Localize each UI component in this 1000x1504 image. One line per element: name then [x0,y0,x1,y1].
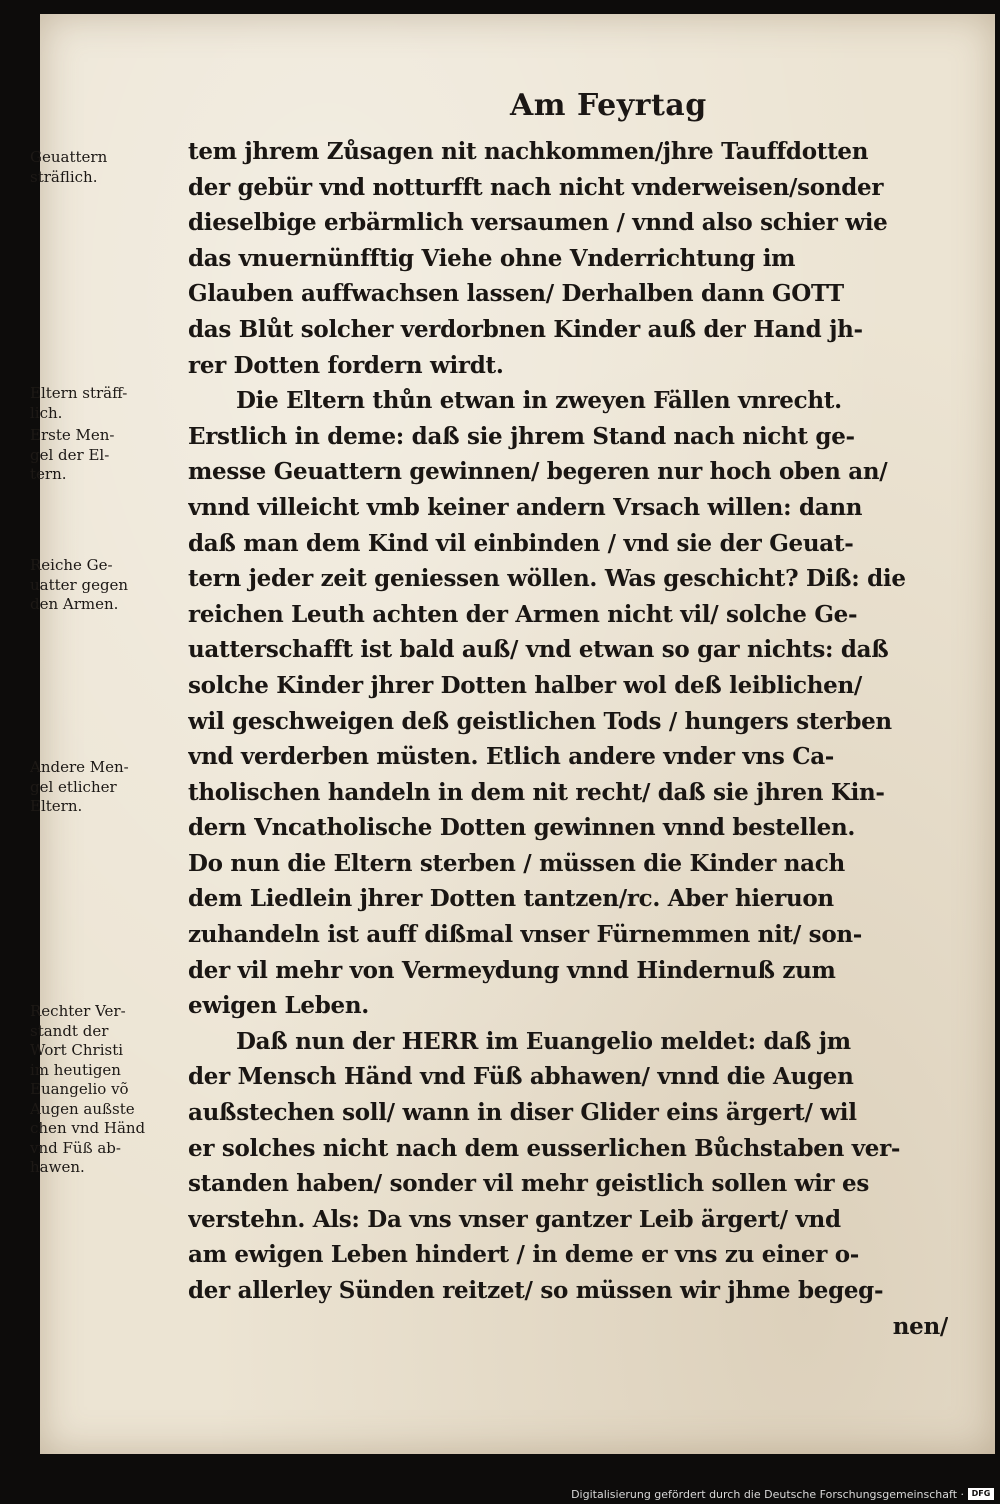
margin-note: Reiche Ge- uatter gegen den Armen. [30,556,129,613]
text-line: der Mensch Händ vnd Füß abhawen/ vnnd die Augen [188,1063,854,1091]
text-line: tem jhrem Zůsagen nit nachkommen/jhre Tauffdotten [188,138,869,165]
text-line: Erstlich in deme: daß sie jhrem Stand nach nicht ge- [188,422,855,450]
text-line: uatterschafft ist bald auß/ vnd etwan so gar nichts: daß [188,636,889,664]
text-line: vnd verderben müsten. Etlich andere vnder vns Ca- [188,743,835,771]
text-line: Daß nun der HERR im Euangelio meldet: daß jm [236,1027,851,1055]
body-text [188,134,948,1344]
text-line: er solches nicht nach dem eusserlichen Bůchstaben ver- [188,1134,901,1162]
text-line: messe Geuattern gewinnen/ begeren nur hoch oben an/ [188,458,888,486]
text-line: tholischen handeln in dem nit recht/ daß sie jhren Kin- [188,778,885,806]
text-line: der vil mehr von Vermeydung vnnd Hindernuß zum [188,956,836,984]
text-line: solche Kinder jhrer Dotten halber wol deß leiblichen/ [188,671,863,699]
text-line: der allerley Sünden reitzet/ so müssen wir jhme begeg- [188,1277,884,1304]
text-line: das vnuernünfftig Viehe ohne Vnderrichtung im [188,244,796,272]
text-line: Die Eltern thůn etwan in zweyen Fällen vnrecht. [236,387,842,415]
text-line: rer Dotten fordern wirdt. [188,351,504,379]
text-line: standen haben/ sonder vil mehr geistlich sollen wir es [188,1170,870,1198]
text-line: am ewigen Leben hindert / in deme er vns zu einer o- [188,1241,860,1269]
text-line: verstehn. Als: Da vns vnser gantzer Leib ärgert/ vnd [188,1205,841,1233]
margin-note: Rechter Ver- standt der Wort Christi im heutigen Euangelio võ Augen außste chen vnd Händ vnd Füß ab- hawen. [30,1002,146,1176]
margin-note: Erste Men- gel der El- tern. [30,426,115,483]
text-line: Glauben auffwachsen lassen/ Derhalben dann GOTT [188,280,844,308]
text-line: der gebür vnd notturfft nach nicht vnderweisen/sonder [188,173,884,201]
text-line: wil geschweigen deß geistlichen Tods / hungers sterben [188,707,892,735]
text-line: ewigen Leben. [188,992,369,1020]
text-line: tern jeder zeit geniessen wöllen. Was geschicht? Diß: die [188,565,906,593]
text-line: zuhandeln ist auff dißmal vnser Fürnemmen nit/ son- [188,921,863,949]
text-line: Do nun die Eltern sterben / müssen die Kinder nach [188,849,845,877]
margin-note: Eltern sträff- lich. [30,384,128,422]
text-line-catchword: nen/ [892,1312,948,1340]
dfg-logo: DFG [968,1488,994,1500]
text-line: dem Liedlein jhrer Dotten tantzen/rc. Aber hieruon [188,885,834,913]
funding-credit: Digitalisierung gefördert durch die Deutsche Forschungsgemeinschaft · [571,1488,964,1501]
text-line: das Blůt solcher verdorbnen Kinder auß der Hand jh- [188,315,863,343]
text-line: daß man dem Kind vil einbinden / vnd sie der Geuat- [188,529,854,557]
text-line: dern Vncatholische Dotten gewinnen vnnd bestellen. [188,814,856,842]
margin-note: Andere Men- gel etlicher Eltern. [30,758,129,815]
text-line: dieselbige erbärmlich versaumen / vnnd also schier wie [188,209,888,237]
text-line: reichen Leuth achten der Armen nicht vil/ solche Ge- [188,600,858,628]
margin-note: Geuattern sträflich. [30,148,108,186]
text-line: vnnd villeicht vmb keiner andern Vrsach willen: dann [188,493,863,521]
running-header: Am Feyrtag [510,88,707,123]
text-line: außstechen soll/ wann in diser Glider eins ärgert/ wil [188,1099,857,1127]
